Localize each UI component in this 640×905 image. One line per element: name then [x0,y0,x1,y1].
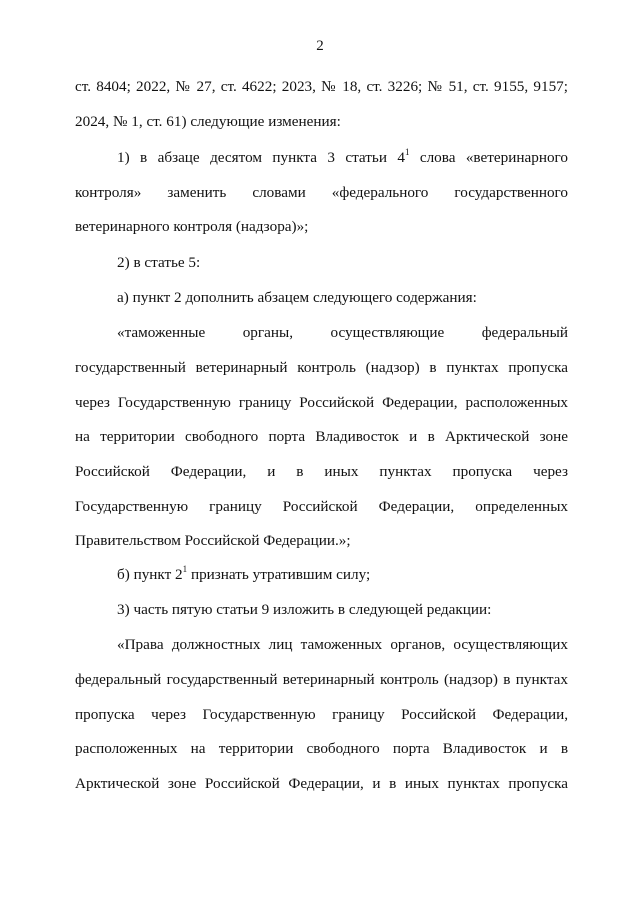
text-line: через Государственную границу Российской Федерации, расположенных [75,394,568,411]
text-line: пропуска через Государственную границу Российской Федерации, [75,706,568,723]
text-line: Арктической зоне Российской Федерации, и в иных пунктах пропуска [75,775,568,792]
text-line: на территории свободного порта Владивосток и в Арктической зоне [75,428,568,445]
text-line [117,566,568,584]
text-line: контроля» заменить словами «федерального государственного [75,184,568,201]
text-line: расположенных на территории свободного порта Владивосток и в [75,740,568,757]
superscript: 1 [182,564,188,574]
text-line: ст. 8404; 2022, № 27, ст. 4622; 2023, № 18, ст. 3226; № 51, ст. 9155, 9157; [75,78,568,95]
text-line: 2) в статье 5: [117,254,201,271]
text-line: государственный ветеринарный контроль (надзор) в пунктах пропуска [75,359,568,376]
text-line [117,149,568,167]
text-line: 3) часть пятую статьи 9 изложить в следующей редакции: [117,601,492,618]
line-text: слова «ветеринарного [409,149,568,166]
page-number: 2 [316,38,324,54]
text-line: «Права должностных лиц таможенных органов, осуществляющих [117,636,568,653]
line-text: 1) в абзаце десятом пункта 3 статьи 4 [117,149,405,166]
text-line: ветеринарного контроля (надзора)»; [75,218,309,235]
text-line: Правительством Российской Федерации.»; [75,532,351,549]
superscript: 1 [404,147,410,157]
text-line: «таможенные органы, осуществляющие федеральный [117,324,568,341]
text-line: Государственную границу Российской Федерации, определенных [75,498,568,515]
text-line: Российской Федерации, и в иных пунктах пропуска через [75,463,568,480]
text-line: а) пункт 2 дополнить абзацем следующего содержания: [117,289,477,306]
text-line: 2024, № 1, ст. 61) следующие изменения: [75,113,341,130]
line-text: б) пункт 2 [117,566,183,583]
text-line: федеральный государственный ветеринарный контроль (надзор) в пунктах [75,671,568,688]
line-text: признать утратившим силу; [187,566,371,583]
